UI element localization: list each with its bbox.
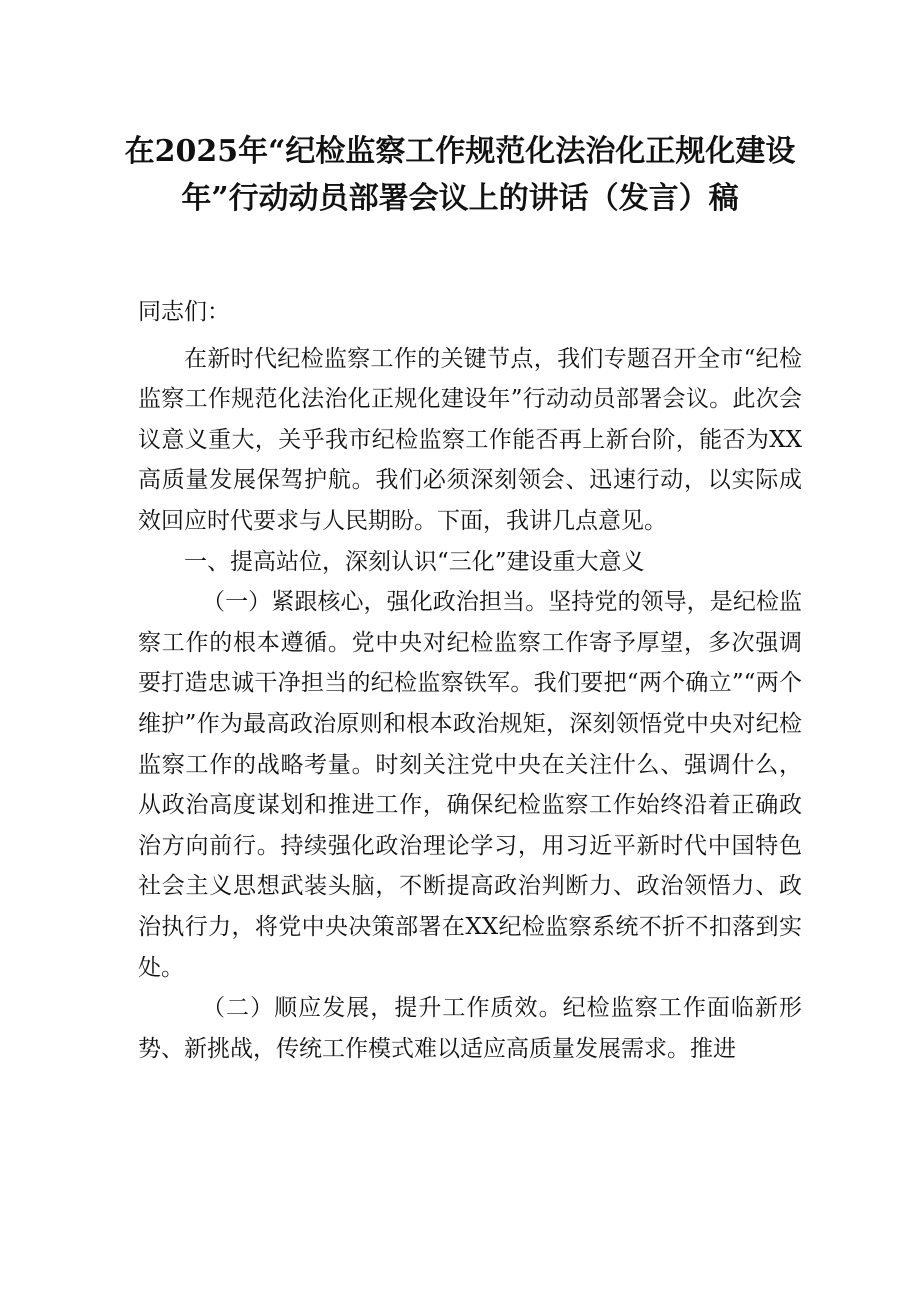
title-line-1: 在2025年“纪检监察工作规范化法治化正规化建设: [124, 134, 796, 169]
document-title: [120, 128, 800, 222]
title-line-2: 年”行动动员部署会议上的讲话（发言）稿: [181, 181, 739, 216]
greeting: 同志们：: [138, 299, 230, 325]
section-heading-1: 一、提高站位，深刻认识“三化”建设重大意义: [184, 548, 645, 575]
paragraph-subsection-1: （一）紧跟核心，强化政治担当。坚持党的领导，是纪检监察工作的根本遵循。党中央对纪检监察工作寄予厚望，多次强调要打造忠诚干净担当的纪检监察铁军。我们要把“两个确立”“两个维护”作为最高政治原则和根本政治规矩，深刻领悟党中央对纪检监察工作的战略考量。时刻关注党中央在关注什么、强调什么，从政治高度谋划和推进工作，确保纪检监察工作始终沿着正确政治方向前行。持续强化政治理论学习，用习近平新时代中国特色社会主义思想武装头脑，不断提高政治判断力、政治领悟力、政治执行力，将党中央决策部署在XX纪检监察系统不折不扣落到实处。: [138, 589, 802, 981]
document-body: [138, 292, 802, 1069]
paragraph-subsection-2: （二）顺应发展，提升工作质效。纪检监察工作面临新形势、新挑战，传统工作模式难以适应高质量发展需求。推进: [138, 995, 802, 1062]
paragraph-intro: 在新时代纪检监察工作的关键节点，我们专题召开全市“纪检监察工作规范化法治化正规化建设年”行动动员部署会议。此次会议意义重大，关乎我市纪检监察工作能否再上新台阶，能否为XX高质量发展保驾护航。我们必须深刻领会、迅速行动，以实际成效回应时代要求与人民期盼。下面，我讲几点意见。: [138, 345, 802, 534]
